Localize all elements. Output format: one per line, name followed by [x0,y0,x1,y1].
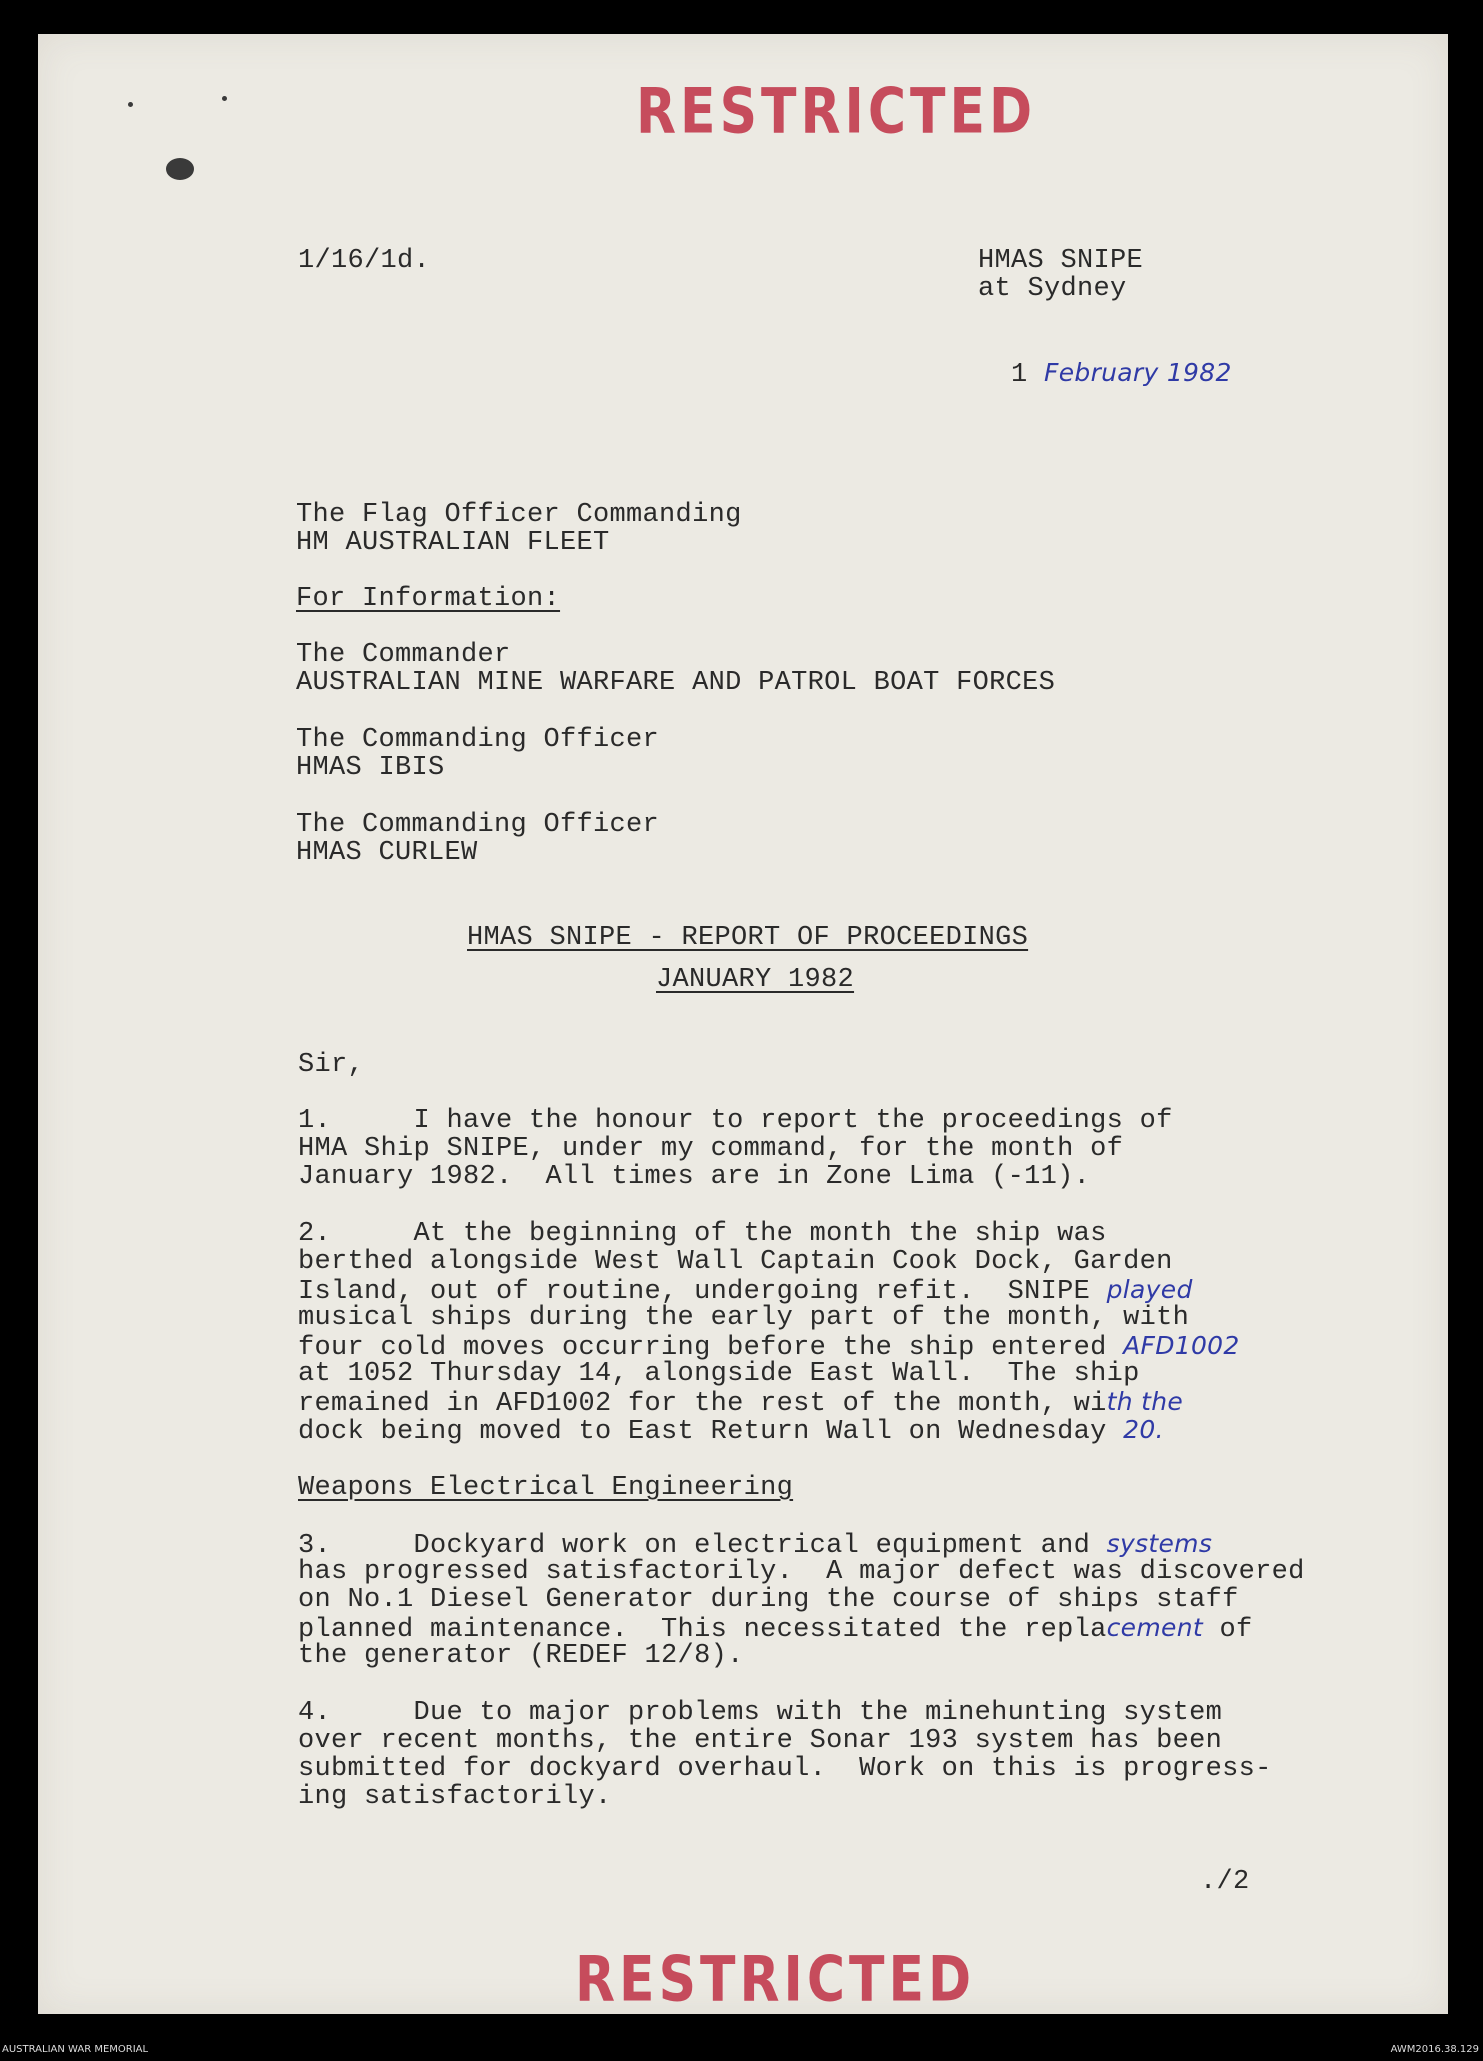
ink-blot [222,96,227,101]
para4-line: ing satisfactorily. [298,1782,612,1812]
recipient-1-line-1: The Commander [296,640,511,670]
para2-line: four cold moves occurring before the ship entered AFD1002 [298,1331,1240,1363]
footer-accession: AWM2016.38.129 [1390,2044,1479,2055]
para3-line: planned maintenance. This necessitated the replacement of [298,1613,1253,1645]
handwritten-correction: AFD1002 [1123,1331,1240,1360]
report-title: HMAS SNIPE - REPORT OF PROCEEDINGS [467,923,1029,953]
para2-line: 2. At the beginning of the month the ship was [298,1219,1107,1249]
recipient-2-line-1: The Commanding Officer [296,725,660,755]
ship-name: HMAS SNIPE [978,246,1144,276]
recipient-3-line-2: HMAS CURLEW [296,838,478,868]
date-handwritten: February 1982 [1044,358,1232,387]
para3-line: 3. Dockyard work on electrical equipment and systems [298,1529,1213,1561]
handwritten-correction: played [1106,1275,1193,1304]
ship-location: at Sydney [978,274,1127,304]
para1-line: 1. I have the honour to report the proceedings of [298,1106,1173,1136]
ink-blot [128,102,133,107]
para2-line: remained in AFD1002 for the rest of the month, with the [298,1387,1184,1419]
ink-blot [166,158,194,180]
report-month: JANUARY 1982 [656,965,855,995]
footer-source: AUSTRALIAN WAR MEMORIAL [2,2044,149,2055]
restricted-stamp-bottom: RESTRICTED [575,1944,976,2016]
recipient-3-line-1: The Commanding Officer [296,810,660,840]
page-continuation: ./2 [1200,1867,1250,1897]
handwritten-correction: 20. [1123,1415,1164,1444]
handwritten-correction: systems [1106,1529,1213,1558]
date-day: 1 [1011,360,1028,390]
restricted-stamp-top: RESTRICTED [636,76,1037,148]
para3-line: the generator (REDEF 12/8). [298,1641,744,1671]
para2-line: dock being moved to East Return Wall on Wednesday 20. [298,1415,1164,1447]
para4-line: 4. Due to major problems with the minehunting system [298,1698,1223,1728]
para2-line: musical ships during the early part of the month, with [298,1303,1190,1333]
recipient-2-line-2: HMAS IBIS [296,753,445,783]
for-information-heading: For Information: [296,584,561,614]
addressee-line-2: HM AUSTRALIAN FLEET [296,528,610,558]
section-heading: Weapons Electrical Engineering [298,1473,794,1503]
para3-line: on No.1 Diesel Generator during the course of ships staff [298,1585,1239,1615]
addressee-line-1: The Flag Officer Commanding [296,500,742,530]
salutation: Sir, [298,1050,365,1080]
recipient-1-line-2: AUSTRALIAN MINE WARFARE AND PATROL BOAT FORCES [296,668,1056,698]
para2-line: at 1052 Thursday 14, alongside East Wall. The ship [298,1359,1140,1389]
reference-number: 1/16/1d. [298,246,431,276]
para2-line: berthed alongside West Wall Captain Cook Dock, Garden [298,1247,1173,1277]
para1-line: January 1982. All times are in Zone Lima (-11). [298,1162,1091,1192]
para4-line: over recent months, the entire Sonar 193 system has been [298,1726,1223,1756]
para3-line: has progressed satisfactorily. A major defect was discovered [298,1557,1305,1587]
letter-date [978,331,1232,389]
para1-line: HMA Ship SNIPE, under my command, for the month of [298,1134,1124,1164]
handwritten-correction: cement [1106,1613,1203,1642]
para2-line: Island, out of routine, undergoing refit. SNIPE played [298,1275,1193,1307]
handwritten-correction: th the [1106,1387,1184,1416]
para4-line: submitted for dockyard overhaul. Work on this is progress- [298,1754,1272,1784]
